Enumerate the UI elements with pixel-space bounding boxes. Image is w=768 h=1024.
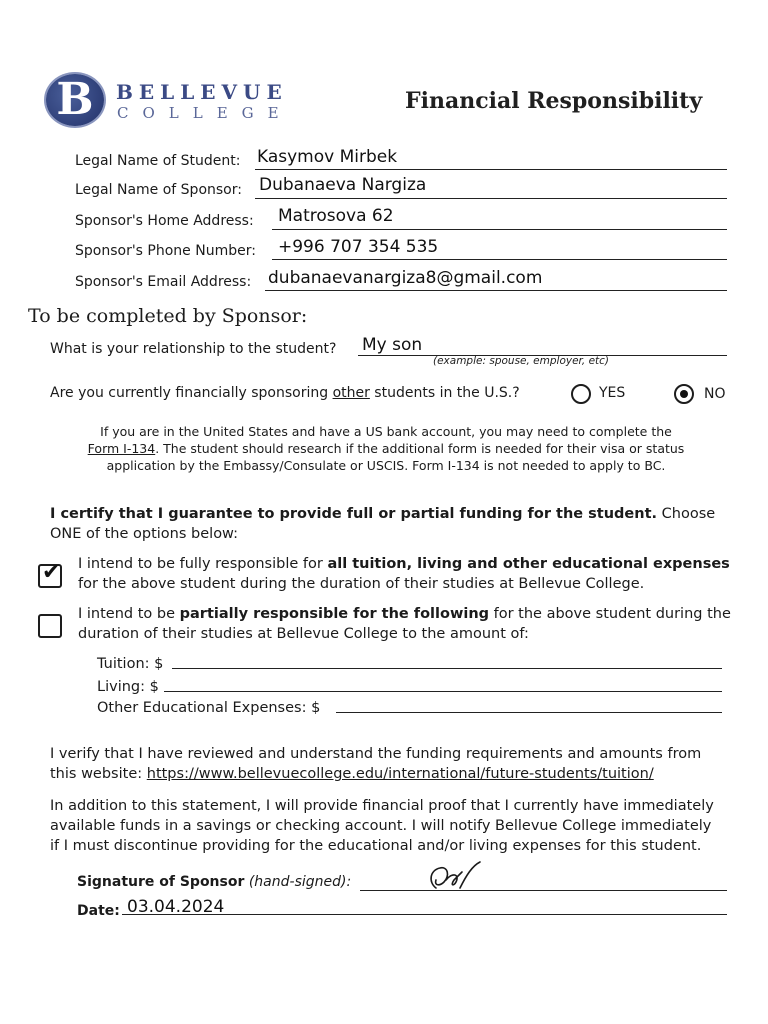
handwritten-signature <box>420 858 490 898</box>
partial-responsibility-checkbox[interactable] <box>38 614 62 638</box>
yes-label: YES <box>599 385 626 401</box>
form-i134-note <box>56 423 716 474</box>
sponsor-address-underline <box>272 229 727 230</box>
other-students-question: Are you currently financially sponsoring other students in the U.S.? <box>50 385 520 401</box>
checkmark-icon: ✔ <box>42 560 61 585</box>
date-underline <box>122 914 727 915</box>
sponsor-phone-underline <box>272 259 727 260</box>
relationship-field[interactable]: My son <box>362 335 423 355</box>
financial-proof-statement: In addition to this statement, I will provide financial proof that I currently have immediately available funds in a savings or checking account. I will notify Bellevue College immediately if I must discontinue providing for the educational and/or living expenses for this student. <box>50 798 714 854</box>
sponsor-name-field[interactable]: Dubanaeva Nargiza <box>259 175 427 195</box>
other-emphasis: other <box>332 385 370 401</box>
date-field[interactable]: 03.04.2024 <box>127 897 225 917</box>
tuition-website-link[interactable]: https://www.bellevuecollege.edu/international/future-students/tuition/ <box>146 766 654 782</box>
sponsor-address-field[interactable]: Matrosova 62 <box>278 206 394 226</box>
yes-radio[interactable] <box>571 384 591 404</box>
no-radio[interactable] <box>674 384 694 404</box>
sponsor-name-underline <box>255 198 727 199</box>
sponsor-phone-label: Sponsor's Phone Number: <box>75 243 256 259</box>
signature-line[interactable] <box>360 890 727 891</box>
full-responsibility-checkbox[interactable] <box>38 560 62 588</box>
note-line-1: If you are in the United States and have a US bank account, you may need to complete the <box>100 424 672 439</box>
sponsor-email-underline <box>265 290 727 291</box>
logo-letter: B <box>56 74 94 125</box>
no-label: NO <box>704 386 726 402</box>
living-amount-field[interactable] <box>164 691 722 692</box>
relationship-question: What is your relationship to the student? <box>50 341 337 357</box>
sponsor-phone-field[interactable]: +996 707 354 535 <box>278 237 439 257</box>
student-name-field[interactable]: Kasymov Mirbek <box>257 147 398 167</box>
sponsor-section-title: To be completed by Sponsor: <box>28 305 308 327</box>
college-logo-emblem <box>46 74 104 126</box>
option-partial-text: I intend to be partially responsible for the following for the above student during the duration of their studies at Bellevue College to the amount of: <box>78 606 731 642</box>
note-line-2: Form I-134. The student should research if the additional form is needed for their visa or status <box>87 441 685 456</box>
verify-paragraph: I verify that I have reviewed and understand the funding requirements and amounts from this website: https://www.bellevuecollege.edu/international/future-students/tuition/ <box>50 746 702 782</box>
logo-wordmark-top: BELLEVUE <box>116 80 288 104</box>
sponsor-email-field[interactable]: dubanaevanargiza8@gmail.com <box>268 268 543 288</box>
student-name-label: Legal Name of Student: <box>75 153 241 169</box>
student-name-underline <box>255 169 727 170</box>
tuition-amount-field[interactable] <box>172 668 722 669</box>
note-line-3: application by the Embassy/Consulate or USCIS. Form I-134 is not needed to apply to BC. <box>106 458 666 473</box>
sponsor-email-label: Sponsor's Email Address: <box>75 274 252 290</box>
other-expenses-label: Other Educational Expenses: $ <box>97 700 321 716</box>
option-full-text: I intend to be fully responsible for all tuition, living and other educational expenses for the above student during the duration of their studies at Bellevue College. <box>78 556 730 592</box>
living-label: Living: $ <box>97 679 159 695</box>
form-title: Financial Responsibility <box>405 88 703 114</box>
date-label: Date: <box>77 903 120 919</box>
logo-wordmark-bottom: COLLEGE <box>117 104 293 122</box>
sponsor-address-label: Sponsor's Home Address: <box>75 213 254 229</box>
certify-statement: I certify that I guarantee to provide full or partial funding for the student. Choose ONE of the options below: <box>50 506 716 542</box>
form-i134-link[interactable]: Form I-134 <box>87 441 156 456</box>
relationship-example: (example: spouse, employer, etc) <box>433 355 610 367</box>
other-expenses-amount-field[interactable] <box>336 712 722 713</box>
tuition-label: Tuition: $ <box>97 656 164 672</box>
sponsor-name-label: Legal Name of Sponsor: <box>75 182 242 198</box>
signature-label: Signature of Sponsor (hand-signed): <box>77 874 352 890</box>
